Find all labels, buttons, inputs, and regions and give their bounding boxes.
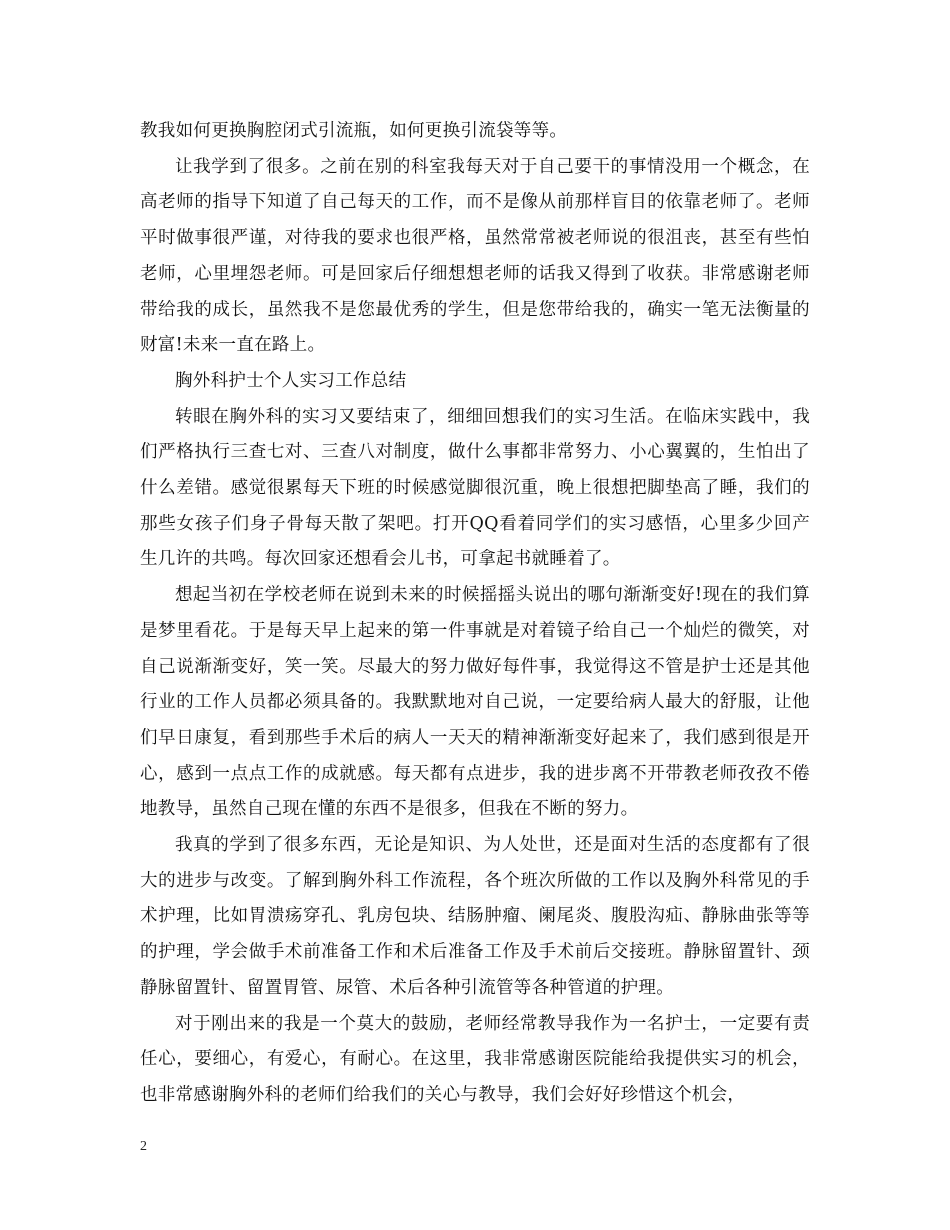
paragraph-1: 教我如何更换胸腔闭式引流瓶，如何更换引流袋等等。 <box>140 121 568 141</box>
paragraph-2: 让我学到了很多。之前在别的科室我每天对于自己要干的事情没用一个概念，在高老师的指导下知道了自己每天的工作，而不是像从前那样盲目的依靠老师了。老师平时做事很严谨，对待我的要求也很严格，虽然常常被老师说的很沮丧，甚至有些怕老师，心里埋怨老师。可是回家后仔细想想老师的话我又得到了收获。非常感谢老师带给我的成长，虽然我不是您最优秀的学生，但是您带给我的，确实一笔无法衡量的财富!未来一直在路上。 <box>140 156 810 356</box>
paragraph-6: 对于刚出来的我是一个莫大的鼓励，老师经常教导我作为一名护士，一定要有责任心，要细心，有爱心，有耐心。在这里，我非常感谢医院能给我提供实习的机会，也非常感谢胸外科的老师们给我们的关心与教导，我们会好好珍惜这个机会， <box>140 1013 810 1105</box>
document-body <box>140 114 810 1114</box>
page-number: 2 <box>140 1139 147 1154</box>
paragraph-5: 我真的学到了很多东西，无论是知识、为人处世，还是面对生活的态度都有了很大的进步与改变。了解到胸外科工作流程，各个班次所做的工作以及胸外科常见的手术护理，比如胃溃疡穿孔、乳房包块、结肠肿瘤、阑尾炎、腹股沟疝、静脉曲张等等的护理，学会做手术前准备工作和术后准备工作及手术前后交接班。静脉留置针、颈静脉留置针、留置胃管、尿管、术后各种引流管等各种管道的护理。 <box>140 835 810 998</box>
paragraph-4: 想起当初在学校老师在说到未来的时候摇摇头说出的哪句渐渐变好!现在的我们算是梦里看花。于是每天早上起来的第一件事就是对着镜子给自己一个灿烂的微笑，对自己说渐渐变好，笑一笑。尽最大的努力做好每件事，我觉得这不管是护士还是其他行业的工作人员都必须具备的。我默默地对自己说，一定要给病人最大的舒服，让他们早日康复，看到那些手术后的病人一天天的精神渐渐变好起来了，我们感到很是开心，感到一点点工作的成就感。每天都有点进步，我的进步离不开带教老师孜孜不倦地教导，虽然自己现在懂的东西不是很多，但我在不断的努力。 <box>140 585 810 820</box>
paragraph-3: 转眼在胸外科的实习又要结束了，细细回想我们的实习生活。在临床实践中，我们严格执行三查七对、三查八对制度，做什么事都非常努力、小心翼翼的，生怕出了什么差错。感觉很累每天下班的时候感觉脚很沉重，晚上很想把脚垫高了睡，我们的那些女孩子们身子骨每天散了架吧。打开QQ看着同学们的实习感悟，心里多少回产生几许的共鸣。每次回家还想看会儿书，可拿起书就睡着了。 <box>140 406 810 570</box>
section-heading: 胸外科护士个人实习工作总结 <box>175 370 407 391</box>
